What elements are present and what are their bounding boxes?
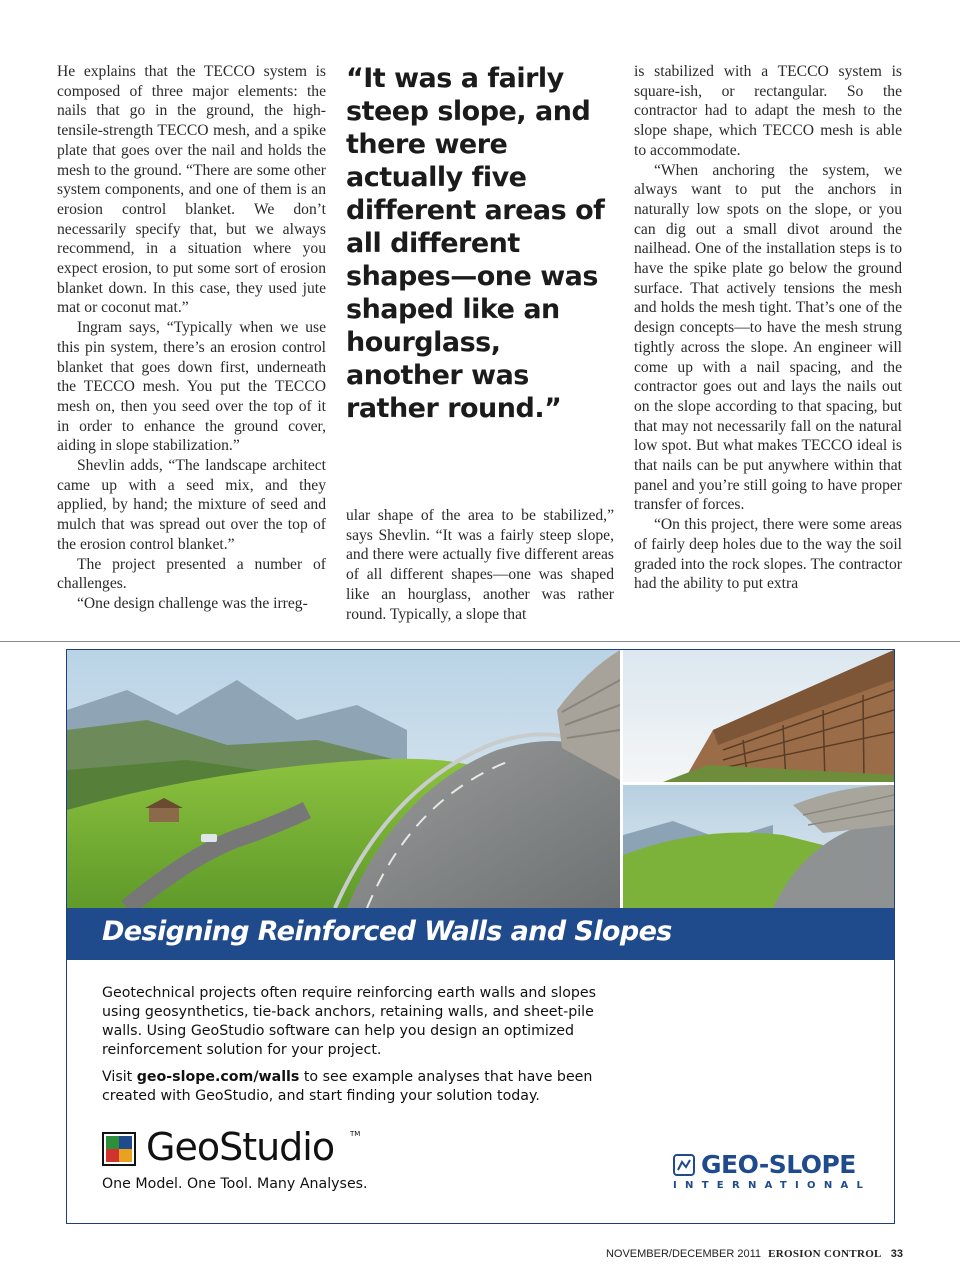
geostudio-wordmark: GeoStudio <box>146 1125 335 1169</box>
stone-wall-photo <box>623 650 894 782</box>
ad-headline: Designing Reinforced Walls and Slopes <box>102 916 672 947</box>
cta-prefix: Visit <box>102 1069 137 1085</box>
page-number: 33 <box>890 1248 903 1260</box>
cta-suffix: to see example analyses that have been created with GeoStudio, and start finding your solution today. <box>102 1069 593 1104</box>
article-column-2 <box>346 62 614 624</box>
paragraph: Shevlin adds, “The landscape architect came up with a seed mix, and they applied, by hand; the mixture of seed and mulch that was spread out over the top of the erosion control blanket.” <box>57 457 326 553</box>
issue-date: NOVEMBER/DECEMBER 2011 <box>605 1248 762 1260</box>
paragraph: “On this project, there were some areas of fairly deep holes due to the way the soil graded into the rock slopes. The contractor had the ability to put extra <box>634 516 902 593</box>
geostudio-logo-icon <box>102 1132 136 1166</box>
trademark-mark: TM <box>350 1130 361 1138</box>
article-column-1 <box>57 62 326 614</box>
geo-slope-logo <box>673 1150 872 1194</box>
paragraph: The project presented a number of challenges. <box>57 555 326 593</box>
paragraph: ular shape of the area to be stabilized,” says Shevlin. “It was a fairly steep slope, and there were actually five different areas of all different shapes—one was shaped like an hourglass, another was rather round. Typically, a slope that <box>346 507 614 623</box>
paragraph: Ingram says, “Typically when we use this pin system, there’s an erosion control blanket that goes down first, underneath the TECCO mesh. You put the TECCO mesh on, then you seed over the top of it in order to enhance the ground cover, aiding in slope stabilization.” <box>57 319 326 455</box>
ad-photo-collage <box>67 650 894 908</box>
section-divider <box>0 641 960 642</box>
ad-headline-banner <box>67 908 894 960</box>
paragraph: is stabilized with a TECCO system is square-ish, or rectangular. So the contractor had to adapt the mesh to the slope shape, which TECCO mesh is able to accommodate. <box>634 63 902 159</box>
pull-quote: “It was a fairly steep slope, and there were actually five different areas of all different shapes—one was shaped like an hourglass, another was rather round.” <box>346 63 605 424</box>
paragraph: He explains that the TECCO system is composed of three major elements: the nails that go in the ground, the high-tensile-strength TECCO mesh, and a spike plate that goes over the nail and holds the mesh to the ground. “There are some other system components, and one of them is an erosion control blanket. We don’t necessarily specify that, but we always recommend, in a situation where you expect erosion, to put some sort of erosion blanket down. In this case, they used jute mat or coconut mat.” <box>57 63 326 317</box>
mountain-road-photo <box>67 650 620 908</box>
paragraph: “One design challenge was the irreg- <box>77 594 308 612</box>
geo-slope-wordmark: GEO-SLOPE <box>701 1150 856 1179</box>
page-footer <box>606 1248 903 1260</box>
ad-call-to-action <box>102 1068 622 1106</box>
ad-tagline: One Model. One Tool. Many Analyses. <box>102 1176 368 1192</box>
ad-body-text: Geotechnical projects often require reinforcing earth walls and slopes using geosynthetics, tie-back anchors, retaining walls, and sheet-pile walls. Using GeoStudio software can help you design an optimized reinforcement solution for your project. <box>102 985 597 1058</box>
geo-slope-subtitle: INTERNATIONAL <box>673 1180 872 1191</box>
ad-website-link[interactable]: geo-slope.com/walls <box>136 1069 300 1085</box>
magazine-name: EROSION CONTROL <box>768 1248 882 1260</box>
curved-road-photo <box>623 785 894 908</box>
article-column-3 <box>634 62 902 594</box>
geo-slope-logo-icon <box>673 1154 695 1176</box>
advertisement[interactable] <box>66 649 895 1224</box>
paragraph: “When anchoring the system, we always want to put the anchors in naturally low spots on the slope, or you can dig out a small divot around the nailhead. One of the installation steps is to have the spike plate go below the ground surface. That actively tensions the mesh and holds the mesh tight. That’s one of the design concepts—to have the mesh strung tightly across the slope. An engineer will come up with a nail spacing, and the contractor goes out and lays the nails out on the slope according to that spacing, but that may not necessarily fall on the natural low spot. But what makes TECCO ideal is that nails can be put anywhere within that panel and you’re still going to have proper transfer of forces. <box>634 161 902 514</box>
